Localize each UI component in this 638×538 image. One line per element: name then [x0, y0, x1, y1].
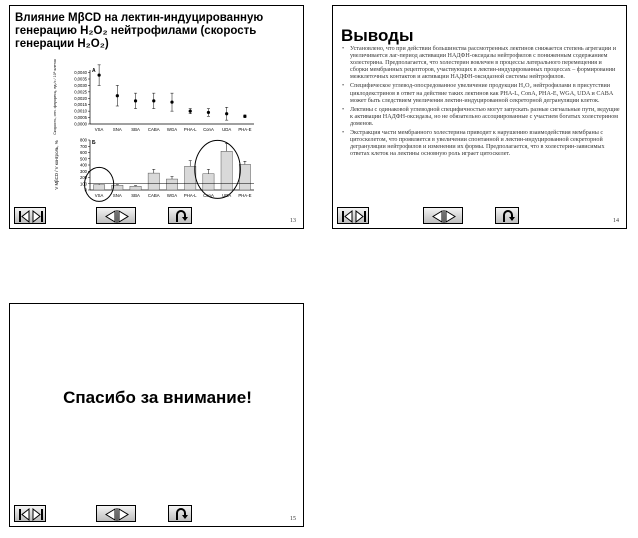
x-tick-label-b: SBA — [131, 193, 140, 198]
data-point-a — [152, 99, 155, 102]
tick-label-a: 0,0015 — [74, 102, 87, 108]
tick-label-b: 0 — [84, 187, 87, 193]
prev-next-button[interactable] — [96, 207, 136, 224]
list-item: • Лектины с одинаковой углеводной специфичностью могут запускать разные сигнальные пути, ведущие к активации НАДФН-оксидазы, но не обязательно ассоциированные с участием богатых холестерином доменов. — [341, 107, 621, 128]
return-button[interactable] — [168, 207, 192, 224]
bar-b — [148, 173, 159, 190]
tick-label-b: 700 — [80, 143, 87, 149]
list-item: • Специфическое углевод-опосредованное увеличение продукции H₂O₂ нейтрофилами в присутствии циклодекстринов в ответ на действие таких лектинов как PHA-L, ConA, PHA-E, WGA, UDA и CABA может быть следствием увеличения лектин-индуцированной секреторной дегрануляции клеток. — [341, 83, 621, 104]
skip-icon — [15, 208, 47, 225]
bar-b — [185, 166, 196, 190]
chart-area — [10, 6, 304, 229]
slide-title: Влияние MβCD на лектин-индуцированную генерацию H₂O₂ нейтрофилами (скорость генерации H₂O₂) — [15, 12, 264, 50]
slide-title: Выводы — [341, 26, 414, 45]
x-tick-label-b: WGA — [166, 193, 178, 198]
slide-number: 14 — [613, 218, 619, 224]
data-point-a — [189, 110, 192, 113]
x-tick-label-a: PHA-E — [238, 127, 252, 132]
data-point-a — [134, 99, 137, 102]
skip-icon — [338, 208, 370, 225]
x-tick-label-b: UDA — [222, 193, 232, 198]
data-point-a — [225, 112, 228, 115]
prev-next-button[interactable] — [423, 207, 463, 224]
bar-b — [166, 179, 177, 190]
panel-label-b: Б — [92, 140, 96, 146]
nav-bar — [333, 202, 533, 228]
x-tick-label-b: SNA — [112, 193, 122, 198]
data-point-a — [207, 111, 210, 114]
bar-b — [93, 185, 104, 190]
tick-label-b: 300 — [80, 168, 87, 174]
data-point-a — [116, 94, 119, 97]
first-last-slide-button[interactable] — [14, 207, 46, 224]
first-last-slide-button[interactable] — [337, 207, 369, 224]
ylabel-a: Скорость, отн. флуоресц. ед./с / 10⁶ клеток — [53, 59, 57, 135]
x-tick-label-b: ConA — [203, 193, 214, 198]
bar-b — [221, 151, 232, 190]
bar-b — [239, 164, 250, 190]
slide-number: 15 — [290, 516, 296, 522]
return-icon — [496, 208, 520, 225]
conclusions-list — [341, 46, 621, 160]
skip-icon — [15, 506, 47, 523]
tick-label-a: 0,0035 — [74, 76, 87, 82]
tick-label-a: 0,0005 — [74, 115, 87, 121]
panel-label-a: А — [92, 68, 96, 74]
tick-label-a: 0,0000 — [74, 121, 87, 127]
x-tick-label-a: SNA — [112, 127, 122, 132]
slide-14[interactable] — [332, 5, 627, 229]
return-button[interactable] — [168, 505, 192, 522]
data-point-a — [170, 101, 173, 104]
x-tick-label-b: PHA-L — [183, 193, 197, 198]
arrows-icon — [424, 208, 464, 225]
nav-bar — [10, 202, 210, 228]
return-icon — [169, 506, 193, 523]
x-tick-label-b: PHA-E — [238, 193, 252, 198]
tick-label-a: 0,0010 — [74, 108, 87, 114]
list-item: • Экстракция части мембранного холестерина приводит к нарушению взаимодействия мембраны с цитоскелетом, что проявляется в увеличении спонтанной и лектин-индуцированной секреторной дегрануляции нейтрофилов и изменении их формы. Предполагается, что в холестерин-зависимых ответах клеток на лектины основную роль играет цитоскелет. — [341, 130, 621, 158]
tick-label-b: 800 — [80, 137, 87, 143]
prev-next-button[interactable] — [96, 505, 136, 522]
tick-label-a: 0,0030 — [74, 82, 87, 88]
return-icon — [169, 208, 193, 225]
x-tick-label-a: PHA-L — [183, 127, 197, 132]
slide-13[interactable] — [9, 5, 304, 229]
tick-label-a: 0,0020 — [74, 95, 87, 101]
arrows-icon — [97, 208, 137, 225]
tick-label-a: 0,0025 — [74, 89, 87, 95]
x-tick-label-b: VSA — [94, 193, 104, 198]
x-tick-label-a: ConA — [203, 127, 214, 132]
tick-label-b: 400 — [80, 162, 87, 168]
list-item: • Установлено, что при действии большинства рассмотренных лектинов снижается степень агрегации и увеличивается лаг-период активации НАДФН-оксидазы нейтрофилов с пониженным содержанием холестерина. Предполагается, что холестерин вовлечен в процессы латерального перемещения и сборки мембранных рецепторов, участвующих в лектин-индуцированных процессах – формировании межклеточных контактов и активации НАДФН-оксидазной системы нейтрофилов. — [341, 46, 621, 81]
tick-label-b: 600 — [80, 150, 87, 155]
x-tick-label-a: VSA — [94, 127, 104, 132]
data-point-a — [243, 115, 246, 118]
first-last-slide-button[interactable] — [14, 505, 46, 522]
return-button[interactable] — [495, 207, 519, 224]
arrows-icon — [97, 506, 137, 523]
tick-label-b: 100 — [80, 181, 87, 187]
slide-number: 13 — [290, 218, 296, 224]
x-tick-label-a: WGA — [166, 127, 178, 132]
tick-label-b: 200 — [80, 175, 87, 180]
data-point-a — [98, 74, 101, 77]
x-tick-label-a: CABA — [147, 127, 160, 132]
nav-bar — [10, 500, 210, 526]
x-tick-label-b: CABA — [147, 193, 160, 198]
slide-title: Спасибо за внимание! — [63, 388, 252, 407]
bar-b — [203, 174, 214, 190]
x-tick-label-a: SBA — [131, 127, 140, 132]
tick-label-b: 500 — [80, 156, 87, 162]
ylabel-b: V MβCD / V контроль, % — [54, 140, 59, 190]
tick-label-a: 0,0040 — [74, 70, 87, 76]
bar-b — [130, 186, 141, 190]
x-tick-label-a: UDA — [222, 127, 232, 132]
slide-15[interactable] — [9, 303, 304, 527]
